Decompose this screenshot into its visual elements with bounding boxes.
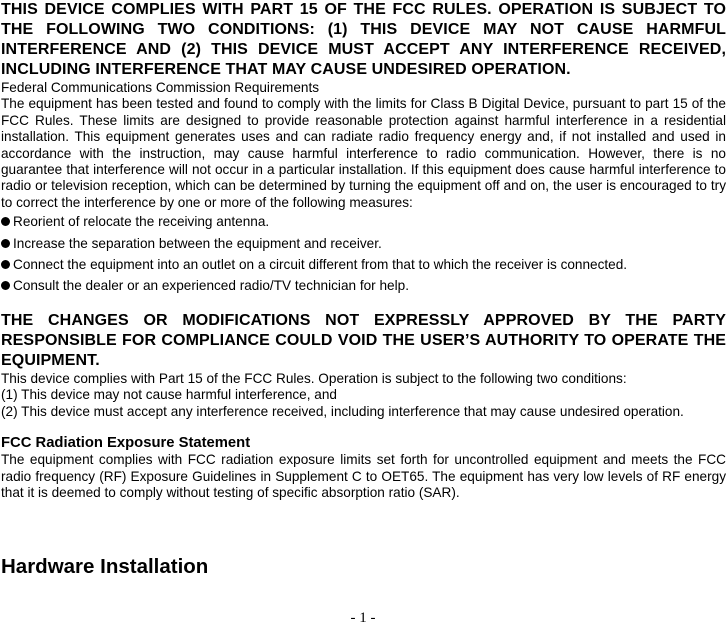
class-b-paragraph: The equipment has been tested and found to comply with the limits for Class B Digital Device, pursuant to part 15 of the FCC Rules. These limits are designed to provide reasonable protection against harmful interference in a residential installation. This equipment generates uses and can radiate radio frequency energy and, if not installed and used in accordance with the instruction, may cause harmful interference to radio communication. However, there is no guarantee that interference will not occur in a particular installation. If this equipment does cause harmful interference to radio or television reception, which can be determined by turning the equipment off and on, the user is encouraged to try to correct the interference by one or more of the following measures: — [1, 96, 726, 210]
bullet-icon — [1, 239, 10, 248]
rf-exposure-title: FCC Radiation Exposure Statement — [1, 435, 251, 452]
list-item — [1, 211, 726, 232]
rf-exposure-paragraph: The equipment complies with FCC radiation exposure limits set forth for uncontrolled equipment and meets the FCC radio frequency (RF) Exposure Guidelines in Supplement C to OET65. The equipment has very low levels of RF energy that it is deemed to comply without testing of specific absorption ratio (SAR). — [1, 452, 726, 500]
measure-text: Connect the equipment into an outlet on a circuit different from that to which the receiver is connected. — [13, 257, 628, 273]
fcc-requirements-label: Federal Communications Commission Requirements — [1, 80, 320, 95]
bullet-icon — [1, 281, 10, 290]
changes-warning-heading: THE CHANGES OR MODIFICATIONS NOT EXPRESSLY APPROVED BY THE PARTY RESPONSIBLE FOR COMPLIANCE COULD VOID THE USER’S AUTHORITY TO OPERATE THE EQUIPMENT. — [1, 311, 726, 369]
bullet-icon — [1, 217, 10, 226]
measure-text: Consult the dealer or an experienced radio/TV technician for help. — [13, 278, 409, 294]
spacer — [1, 297, 726, 311]
condition-1: (1) This device may not cause harmful interference, and — [1, 387, 337, 403]
list-item — [1, 275, 726, 296]
list-item — [1, 254, 726, 275]
spacer — [1, 420, 726, 434]
page-number: - 1 - — [350, 610, 376, 626]
bullet-icon — [1, 260, 10, 269]
measure-text: Increase the separation between the equipment and receiver. — [13, 235, 382, 251]
condition-2: (2) This device must accept any interference received, including interference that may cause undesired operation. — [1, 403, 684, 419]
interference-measures-list — [1, 211, 726, 297]
list-item — [1, 233, 726, 254]
measure-text: Reorient of relocate the receiving antenna. — [13, 214, 270, 230]
spacer — [1, 501, 726, 555]
part15-intro: This device complies with Part 15 of the FCC Rules. Operation is subject to the following two conditions: — [1, 370, 627, 386]
part15-compliance-heading: THIS DEVICE COMPLIES WITH PART 15 OF THE FCC RULES. OPERATION IS SUBJECT TO THE FOLLOWING TWO CONDITIONS: (1) THIS DEVICE MAY NOT CAUSE HARMFUL INTERFERENCE AND (2) THIS DEVICE MUST ACCEPT ANY INTERFERENCE RECEIVED, INCLUDING INTERFERENCE THAT MAY CAUSE UNDESIRED OPERATION. — [1, 1, 726, 78]
hardware-installation-title: Hardware Installation — [1, 555, 209, 579]
